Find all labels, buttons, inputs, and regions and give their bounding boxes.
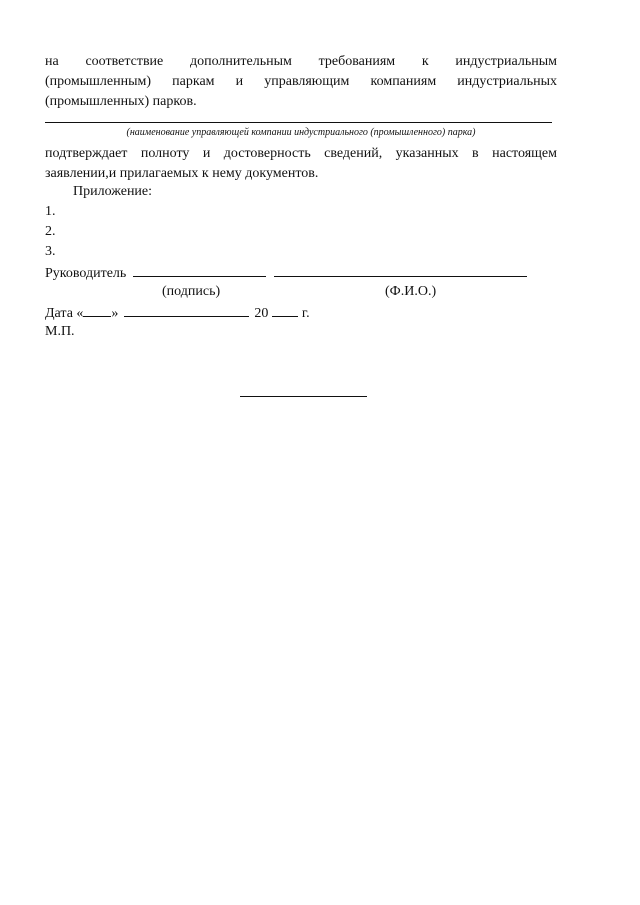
org-name-caption: (наименование управляющей компании индустриального (промышленного) парка) xyxy=(126,127,476,138)
signature-row xyxy=(45,262,527,284)
confirmation-line-1: подтверждает полноту и достоверность сведений, указанных в настоящем xyxy=(45,146,557,161)
intro-paragraph xyxy=(45,52,557,112)
intro-line-2: (промышленным) паркам и управляющим компаниям индустриальных xyxy=(45,74,557,89)
date-label: Дата « xyxy=(45,306,84,321)
date-year-field[interactable] xyxy=(272,302,298,317)
attachment-item-1: 1. xyxy=(45,204,56,219)
attachments-heading: Приложение: xyxy=(73,184,153,199)
confirmation-paragraph xyxy=(45,144,557,184)
attachment-item-2: 2. xyxy=(45,224,56,239)
intro-line-3: (промышленных) парков. xyxy=(45,94,197,109)
signature-field[interactable] xyxy=(133,262,266,277)
full-name-field[interactable] xyxy=(274,262,527,277)
attachment-item-3: 3. xyxy=(45,244,56,259)
signature-caption: (подпись) xyxy=(162,284,221,299)
end-separator-line xyxy=(240,396,367,397)
date-row xyxy=(45,302,310,324)
intro-line-1: на соответствие дополнительным требованиям к индустриальным xyxy=(45,54,557,69)
signature-label: Руководитель xyxy=(45,266,127,281)
full-name-caption: (Ф.И.О.) xyxy=(385,284,437,299)
org-name-line xyxy=(45,122,552,123)
confirmation-line-2: заявлении,и прилагаемых к нему документов. xyxy=(45,166,319,181)
date-month-field[interactable] xyxy=(124,302,249,317)
date-year-suffix: г. xyxy=(301,306,310,321)
date-quote-close: » xyxy=(111,306,119,321)
date-day-field[interactable] xyxy=(83,302,111,317)
stamp-placeholder: М.П. xyxy=(45,324,75,339)
date-year-prefix: 20 xyxy=(254,306,269,321)
